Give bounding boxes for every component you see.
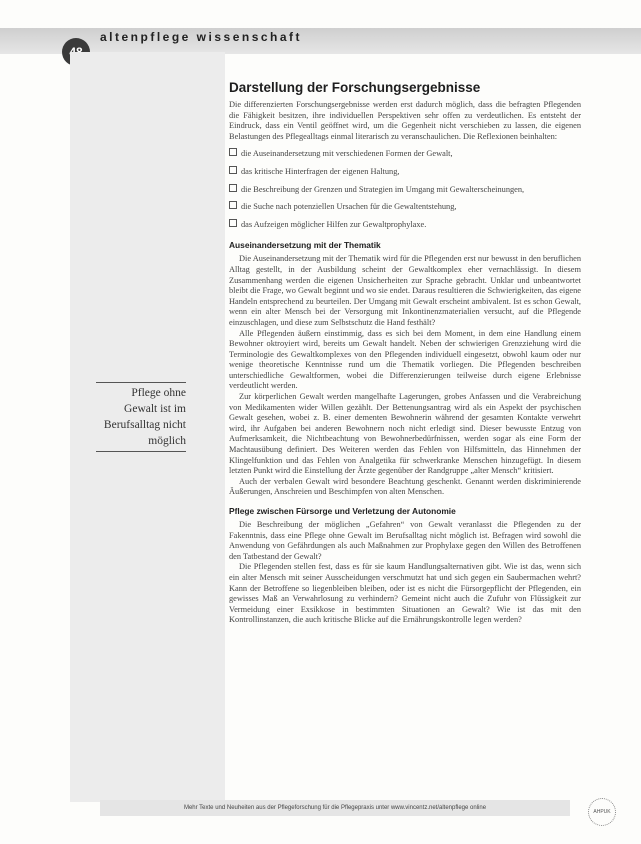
- section-paragraph: Zur körperlichen Gewalt werden mangelhafte Lagerungen, grobes Anfassen und die Verabreichung von Medikamenten wider Willen gezählt. Der Bettenungsantrag wird als ein Aspekt der psychischen Gewalt gesehen, wobei z. B. einer dementen Bewohnerin während der gesamten Kontakte verwehrt wird, ihr Aufgaben bei anderen Bewohnern noch nicht erledigt sind. Dieser bewusste Entzug von Aufmerksamkeit, die Nichtbeachtung von Bewohnerbedürfnissen, werden sogar als eine Form der Machtausübung definiert. Des Weiteren werden das Fehlen von Hilfsmitteln, das Hinnehmen der Klingelfunktion und das Fehlen von Analgetika für schwerkranke Menschen hinzugefügt. In diesem letzten Punkt wird die Einstellung der Ärzte gegenüber der Randgruppe „alter Mensch“ kritisiert.: [229, 392, 581, 476]
- bullet-text: die Beschreibung der Grenzen und Strategien im Umgang mit Gewalterscheinungen,: [241, 184, 525, 194]
- bullet-list: [229, 148, 581, 230]
- footer-note: Mehr Texte und Neuheiten aus der Pflegeforschung für die Pflegepraxis unter www.vincentz.net/altenpflege online: [100, 800, 570, 816]
- bullet-text: die Auseinandersetzung mit verschiedenen Formen der Gewalt,: [241, 149, 453, 159]
- header-band: [0, 28, 641, 54]
- section-paragraph: Alle Pflegenden äußern einstimmig, dass es sich bei dem Moment, in dem eine Handlung einem Bewohner oktroyiert wird, bereits um Gewalt handelt. Neben der schwierigen Grenzziehung wird die Terminologie des Gewaltkomplexes von den Pflegenden individuell eingesetzt, obwohl kaum oder nur wenige theoretische Kenntnisse rund um die Thematik vorliegen. Die Pflegenden beschreiben unterschiedliche Gewaltformen, wobei die Differenzierungen teilweise durch eigene Erlebnisse verdeutlicht werden.: [229, 328, 581, 391]
- pull-quote: [96, 380, 186, 454]
- bullet-text: das Aufzeigen möglicher Hilfen zur Gewaltprophylaxe.: [241, 219, 427, 229]
- bullet-text: die Suche nach potenziellen Ursachen für die Gewaltentstehung,: [241, 202, 457, 212]
- checkbox-bullet-icon: [229, 184, 237, 192]
- checkbox-bullet-icon: [229, 148, 237, 156]
- checkbox-bullet-icon: [229, 219, 237, 227]
- pull-quote-bottom-rule: [96, 451, 186, 452]
- publisher-logo: AHPUK: [588, 798, 616, 826]
- checkbox-bullet-icon: [229, 201, 237, 209]
- section-paragraph: Die Beschreibung der möglichen „Gefahren“ von Gewalt veranlasst die Pflegenden zu der Fakenntnis, dass eine Pflege ohne Gewalt im Berufsalltag nicht möglich ist. Befragen wird sowohl die Anwendung von Gefährdungen als auch Maßnahmen zur Prophylaxe gegen den Willen des Betroffenen den Tatbestand der Gewalt?: [229, 520, 581, 561]
- article-body: [229, 80, 581, 626]
- checkbox-bullet-icon: [229, 166, 237, 174]
- bullet-item: [229, 184, 581, 196]
- bullet-text: das kritische Hinterfragen der eigenen Haltung,: [241, 166, 400, 176]
- intro-paragraph: Die differenzierten Forschungsergebnisse werden erst dadurch möglich, dass die befragten Pflegenden die Fähigkeit besitzen, ihre individuellen Perspektiven sehr offen zu verdeutlichen. Es entsteht der Eindruck, dass ein Ventil geöffnet wird, um die Gegenheit nicht verschieben zu lassen, die eigenen Belastungen des Pflegealltags einmal literarisch zu veranschaulichen. Die Reflexionen beinhalten:: [229, 100, 581, 141]
- journal-name: altenpflege wissenschaft: [100, 30, 303, 44]
- pull-quote-text: Pflege ohne Gewalt ist im Berufsalltag nicht möglich: [103, 387, 186, 447]
- section-heading: Auseinandersetzung mit der Thematik: [229, 240, 381, 251]
- article-title: Darstellung der Forschungsergebnisse: [229, 80, 481, 95]
- bullet-item: [229, 148, 581, 160]
- section-paragraph: Die Auseinandersetzung mit der Thematik wird für die Pflegenden erst nur bewusst in den beruflichen Alltag gestellt, in der Ausbildung scheint der Gewaltkomplex eher vernachlässigt. In diesem Zusammenhang werden die eigenen Unsicherheiten zur Sprache gebracht. Unklar und unbeantwortet bleibt die Frage, wo Gewalt beginnt und wo sie endet. Daraus resultieren die Schwierigkeiten, das eigene Handeln entsprechend zu beurteilen. Der Umgang mit Gewalt erscheint ambivalent. Ist es schon Gewalt, wenn ein alter Mensch bei der Versorgung mit Inkontinenzmaterialien versucht, auf die Pflegende einzuschlagen, und diese zum Selbstschutz die Hand festhält?: [229, 254, 581, 327]
- pull-quote-top-rule: [96, 382, 186, 383]
- section-paragraph: Die Pflegenden stellen fest, dass es für sie kaum Handlungsalternativen gibt. Wie ist das, wenn sich ein alter Mensch mit seiner Ausscheidungen verschmutzt hat und sich gegen ein Saubermachen wehrt? Kann der Betroffene so liegenbleiben bleiben, oder ist es nicht die Fürsorgepflicht der Pflegenden, ein gewisses Maß an Verwahrlosung zu verhindern? Gemeint nicht auch die Zufuhr von Flüssigkeit zur Vermeidung einer Exsikkose in bestimmten Situationen an Gewalt? Wie ist das mit den Kontrollinstanzen, die auch kritische Blicke auf die Ernährungskontrolle legen werden?: [229, 562, 581, 625]
- section-paragraph: Auch der verbalen Gewalt wird besondere Beachtung geschenkt. Genannt werden diskriminierende Äußerungen, Anschreien und Beschimpfen von alten Menschen.: [229, 476, 581, 497]
- section-heading: Pflege zwischen Fürsorge und Verletzung der Autonomie: [229, 506, 456, 516]
- bullet-item: [229, 219, 581, 231]
- bullet-item: [229, 166, 581, 178]
- bullet-item: [229, 201, 581, 213]
